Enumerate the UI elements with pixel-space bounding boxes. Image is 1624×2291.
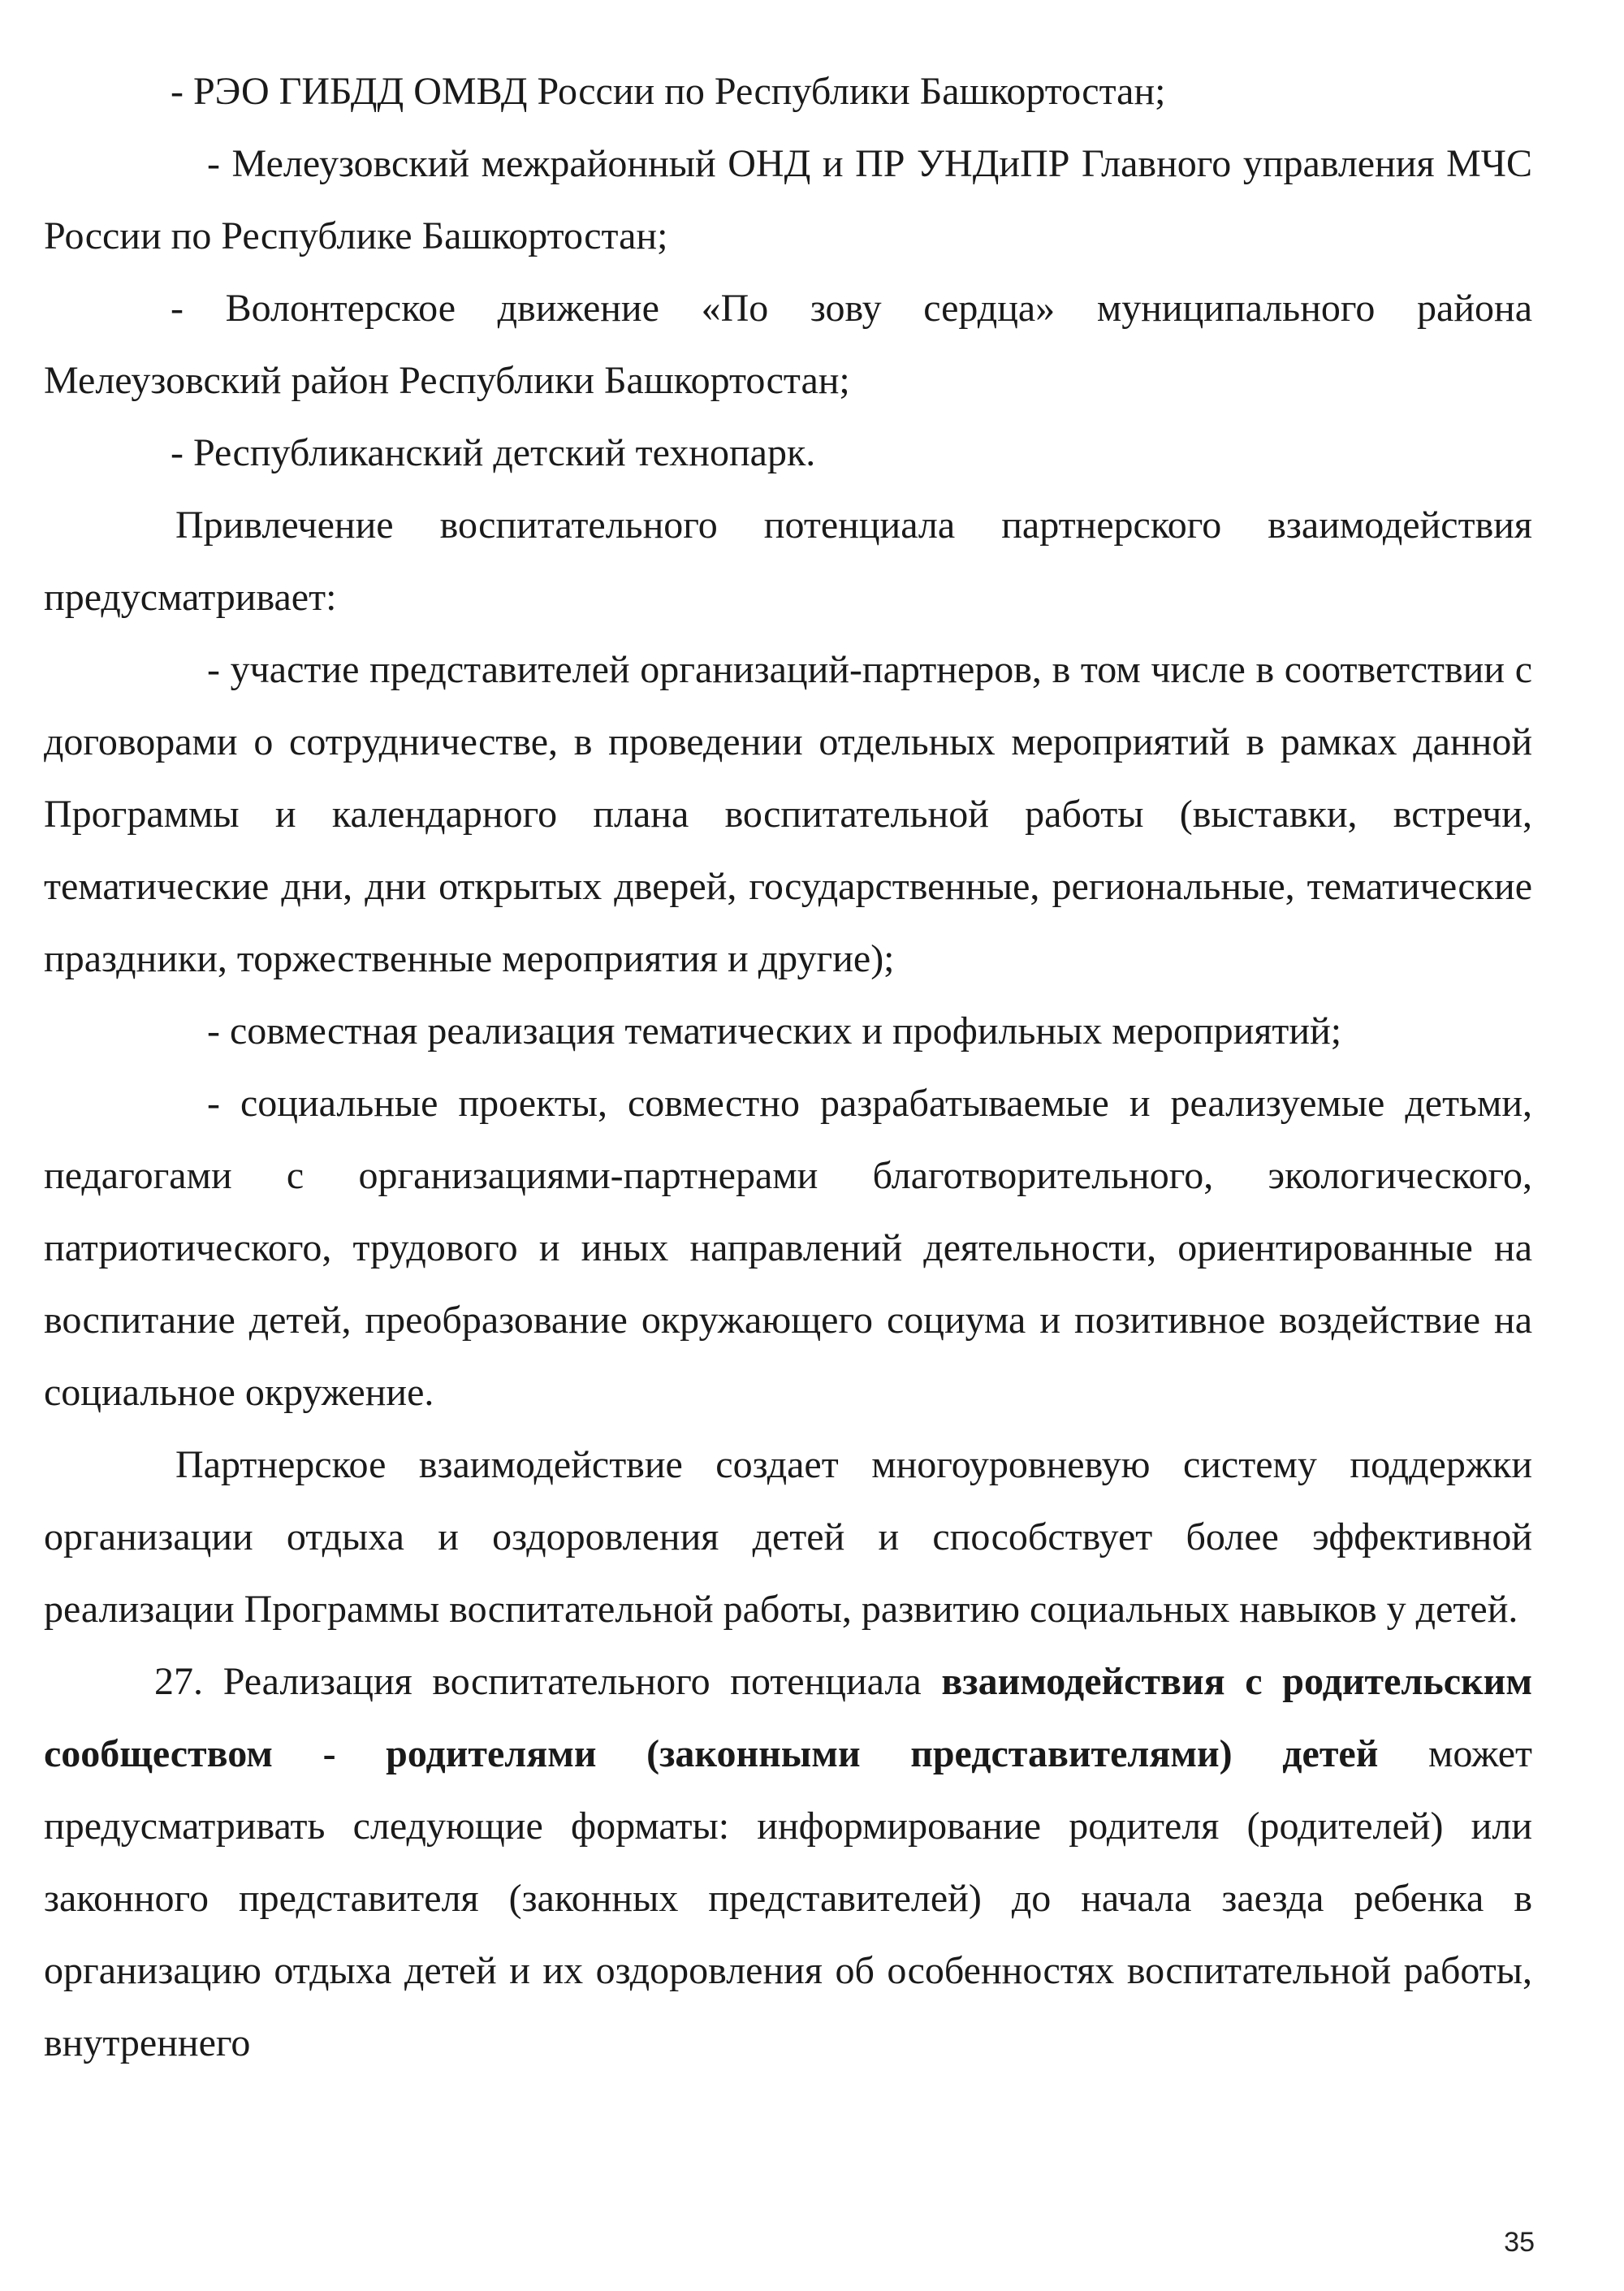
- paragraph-joint-events: - совместная реализация тематических и профильных мероприятий;: [207, 1009, 1342, 1053]
- paragraph-27-lead: Реализация воспитательного потенциала: [222, 1660, 922, 1703]
- paragraph-27: [44, 1645, 1532, 2079]
- paragraph-social-projects: - социальные проекты, совместно разрабатываемые и реализуемые детьми, педагогами с организациями-партнерами благотворительного, экологического, патриотического, трудового и иных направлений деятельности, ориентированные на воспитание детей, преобразование окружающего социума и позитивное воздействие на социальное окружение.: [44, 1082, 1532, 1414]
- paragraph-partnership-summary: Партнерское взаимодействие создает многоуровневую систему поддержки организации отдыха и оздоровления детей и способствует более эффективной реализации Программы воспитательной работы, развитию социальных навыков у детей.: [44, 1443, 1532, 1631]
- paragraph-27-rest: может предусматривать следующие форматы: информирование родителя (родителей) или законного представителя (законных представителей) до начала заезда ребенка в организацию отдыха детей и их оздоровления об особенностях воспитательной работы, внутреннего: [44, 1732, 1533, 2064]
- paragraph-gibdd: - РЭО ГИБДД ОМВД России по Республики Башкортостан;: [171, 70, 1166, 113]
- paragraph-mchs: - Мелеузовский межрайонный ОНД и ПР УНДиПР Главного управления МЧС России по Республике Башкортостан;: [44, 142, 1532, 257]
- paragraph-partnership-intro: Привлечение воспитательного потенциала партнерского взаимодействия предусматривает:: [44, 504, 1532, 619]
- paragraph-participation: - участие представителей организаций-партнеров, в том числе в соответствии с договорами о сотрудничестве, в проведении отдельных мероприятий в рамках данной Программы и календарного плана воспитательной работы (выставки, встречи, тематические дни, дни открытых дверей, государственные, региональные, тематические праздники, торжественные мероприятия и другие);: [44, 648, 1532, 980]
- paragraph-27-bold: взаимодействия с родительским сообществом - родителями (законными представителями) детей: [44, 1660, 1533, 1775]
- paragraph-technopark: - Республиканский детский технопарк.: [171, 431, 816, 474]
- paragraph-volunteer: - Волонтерское движение «По зову сердца» муниципального района Мелеузовский район Республики Башкортостан;: [44, 287, 1532, 402]
- paragraph-number: 27.: [154, 1660, 203, 1703]
- page-number: 35: [1504, 2227, 1535, 2258]
- document-body: [44, 55, 1532, 2079]
